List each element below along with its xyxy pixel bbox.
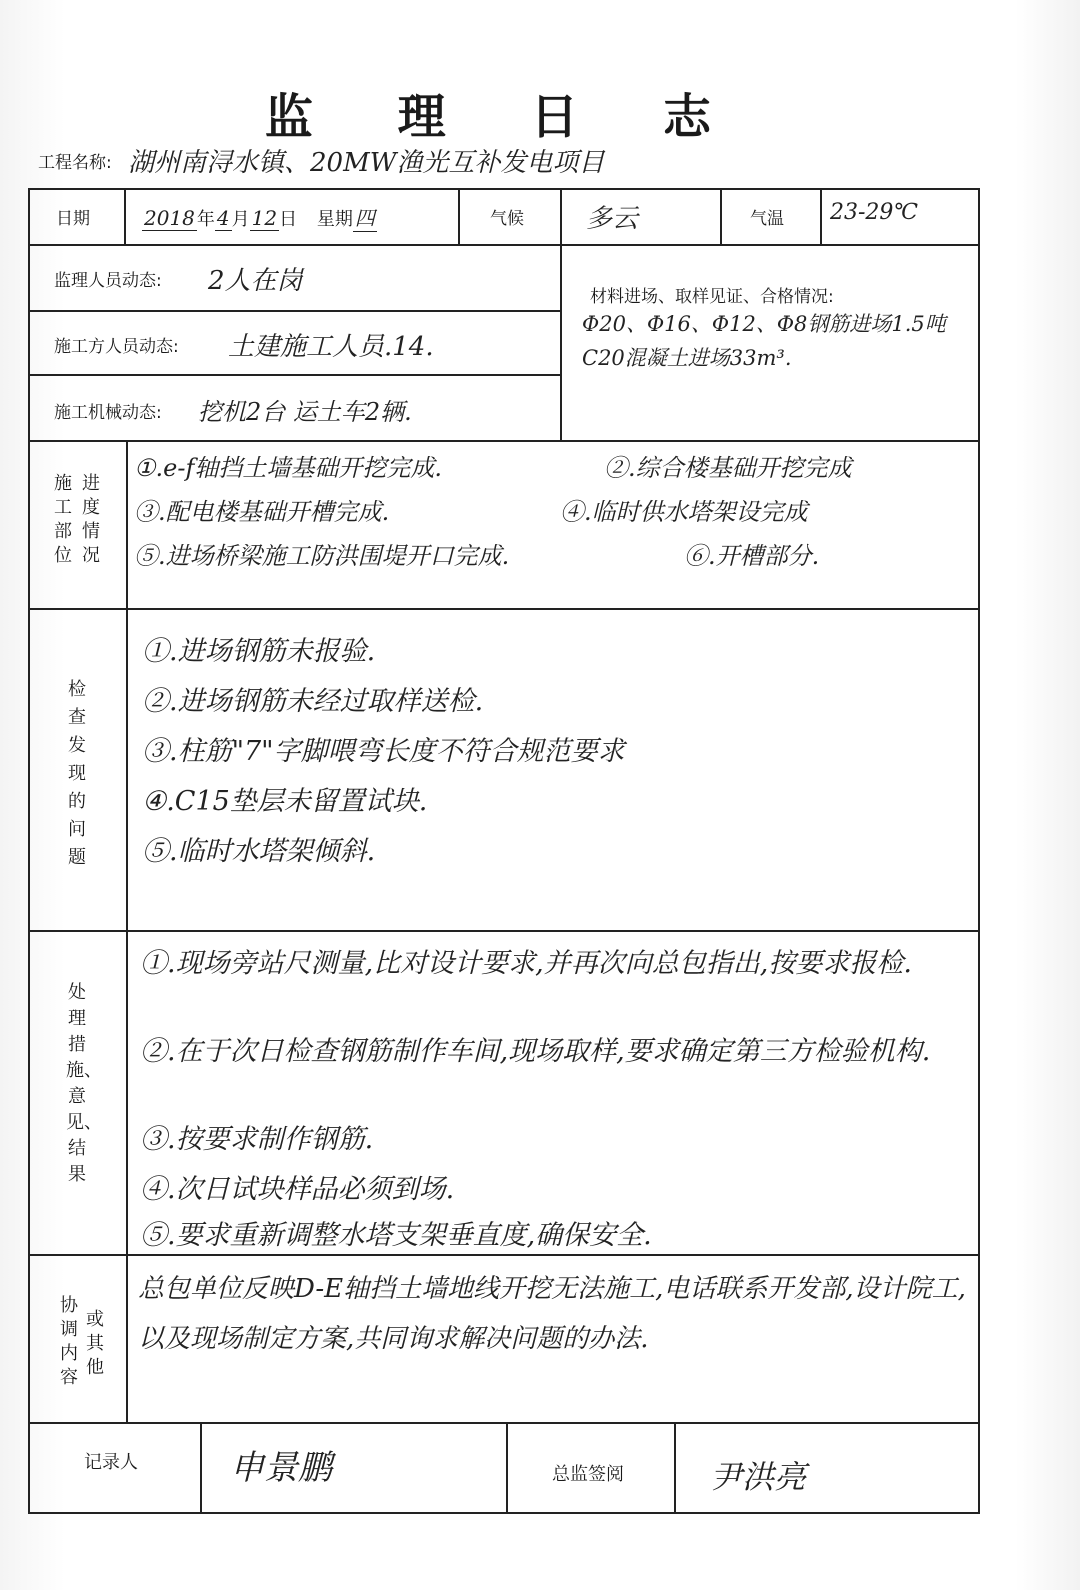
coordination-text: 总包单位反映D-E轴挡土墙地线开挖无法施工,电话联系开发部,设计院工,以及现场制定方案,共同询求解决问题的办法. [138, 1274, 966, 1354]
issue-item-1: ①.进场钢筋未报验. [142, 636, 376, 667]
contractor-staff-value: 土建施工人员.14. [228, 332, 434, 362]
progress-label-b: 进度情况 [82, 473, 100, 566]
progress-item-2: ②.综合楼基础开挖完成 [604, 454, 852, 482]
progress-item-4: ④.临时供水塔架设完成 [560, 498, 808, 526]
project-name-label: 工程名称: [38, 153, 112, 173]
contractor-staff-label: 施工方人员动态: [54, 337, 179, 357]
supervisor-staff-value: 2人在岗 [208, 266, 303, 296]
measure-item-3: ③.按要求制作钢筋. [140, 1124, 374, 1155]
date-month: 4 [216, 206, 230, 230]
recorder-label: 记录人 [84, 1452, 138, 1473]
temperature-label: 气温 [750, 209, 784, 229]
progress-label-a: 施工部位 [54, 473, 72, 566]
page-title: 监 理 日 志 [264, 89, 746, 145]
materials-label: 材料进场、取样见证、合格情况: [590, 287, 834, 307]
measure-item-1: ①.现场旁站尺测量,比对设计要求,并再次向总包指出,按要求报检. [140, 948, 912, 979]
weather-label: 气候 [490, 209, 524, 229]
issue-item-2: ②.进场钢筋未经过取样送检. [142, 686, 484, 717]
issue-item-4: ④.C15垫层未留置试块. [142, 786, 428, 817]
date-month-suffix: 月 [231, 209, 250, 230]
progress-item-1: ①.e-f轴挡土墙基础开挖完成. [134, 454, 442, 482]
chief-review-label: 总监签阅 [552, 1464, 624, 1485]
project-name-value: 湖州南浔水镇、20MW渔光互补发电项目 [128, 148, 605, 178]
issue-item-3: ③.柱筋"7"字脚喂弯长度不符合规范要求 [142, 736, 625, 767]
log-table [28, 188, 980, 1514]
date-day-suffix: 日 [279, 209, 298, 230]
date-label: 日期 [56, 209, 90, 229]
machinery-value: 挖机2台 运土车2辆. [198, 398, 412, 426]
coordination-label-a: 协调内容 [60, 1295, 78, 1388]
supervisor-staff-label: 监理人员动态: [54, 271, 162, 291]
date-value [142, 202, 377, 232]
issue-item-5: ⑤.临时水塔架倾斜. [142, 836, 376, 867]
progress-item-3: ③.配电楼基础开槽完成. [134, 498, 390, 526]
measure-item-2: ②.在于次日检查钢筋制作车间,现场取样,要求确定第三方检验机构. [140, 1036, 931, 1067]
measures-section-label: 处理措施、意见、结果 [66, 982, 102, 1185]
date-year: 2018 [144, 206, 195, 230]
machinery-label: 施工机械动态: [54, 403, 162, 423]
progress-item-6: ⑥.开槽部分. [684, 542, 820, 570]
progress-item-5: ⑤.进场桥梁施工防洪围堤开口完成. [134, 542, 510, 570]
temperature-value: 23-29℃ [830, 200, 919, 225]
date-year-suffix: 年 [196, 209, 215, 230]
materials-line-2: C20混凝土进场33m³. [582, 346, 792, 370]
measure-item-4: ④.次日试块样品必须到场. [140, 1174, 455, 1205]
issues-section-label: 检查发现的问题 [68, 679, 86, 868]
weather-value: 多云 [586, 204, 639, 234]
date-day: 12 [251, 206, 278, 230]
coordination-label-b: 或其他 [86, 1309, 104, 1378]
recorder-signature: 申景鹏 [230, 1448, 332, 1488]
measure-item-5: ⑤.要求重新调整水塔支架垂直度,确保安全. [140, 1220, 652, 1251]
weekday-label: 星期 [316, 209, 353, 230]
weekday-value: 四 [353, 202, 377, 232]
chief-signature: 尹洪亮 [710, 1458, 807, 1496]
materials-line-1: Φ20、Φ16、Φ12、Φ8钢筋进场1.5吨 [582, 312, 946, 336]
